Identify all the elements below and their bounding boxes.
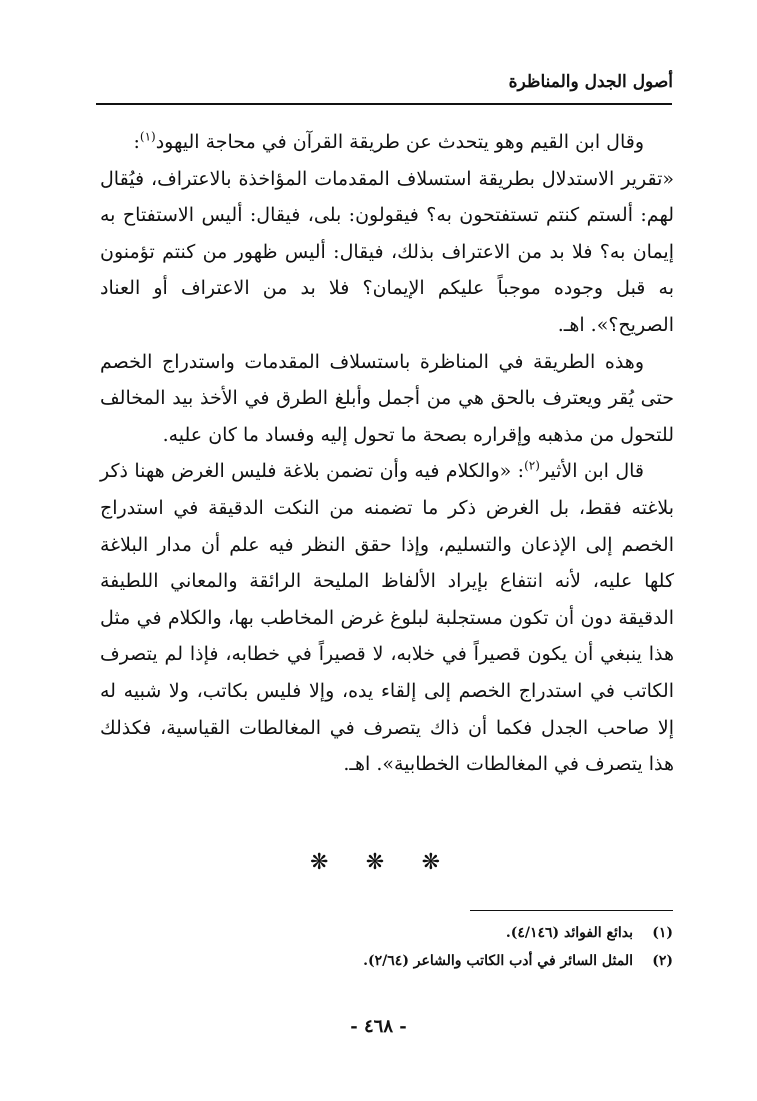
footnote-ref-2: (٢) (524, 459, 540, 474)
paragraph-1-text: وقال ابن القيم وهو يتحدث عن طريقة القرآن في محاجة اليهود (155, 131, 644, 153)
footnote-ref-1: (١) (139, 129, 156, 144)
paragraph-4-lead: قال ابن الأثير (539, 460, 644, 483)
running-title: أصول الجدل والمناظرة (508, 72, 673, 92)
paragraph-4-text: : «والكلام فيه وأن تضمن بلاغة فليس الغرض ههنا ذكر بلاغته فقط، بل الغرض ذكر ما تضمنه من النكت الدقيقة في استدراج الخصم إلى الإذعان والتسليم، وإذا حقق النظر فيه علم أن مدار البلاغة كلها عليه، لأنه انتفاع بإيراد الألفاظ المليحة الرائقة والمعاني اللطيفة الدقيقة دون أن تكون مستجلبة لبلوغ غرض المخاطب بها، والكلام في مثل هذا ينبغي أن يكون قصيراً في خلابه، لا قصيراً في خطابه، فإذا لم يتصرف الكاتب في استدراج الخصم إلى إلقاء يده، وإلا فليس بكاتب، ولا شبيه له إلا صاحب الجدل فكما أن ذاك يتصرف في المغالطات القياسية، فكذلك هذا يتصرف في المغالطات الخطابية». اهـ. (100, 460, 674, 776)
separator-star-icon: ❋ (365, 850, 385, 875)
paragraph-1 (100, 124, 674, 161)
footnote-rule (470, 910, 673, 911)
footnotes (113, 919, 673, 975)
footnote-1-number: (١) (652, 925, 673, 941)
footnote-2-text: المثل السائر في أدب الكاتب والشاعر (٢/٦٤). (363, 953, 633, 969)
paragraph-2-quote: «تقرير الاستدلال بطريقة استسلاف المقدمات المؤاخذة بالاعتراف، فيُقال لهم: ألستم كنتم تستفتحون به؟ فيقولون: بلى، فيقال: أليس الاستفتاح به إيمان به؟ فلا بد من الاعتراف بذلك، فيقال: أليس ظهور من كنتم تؤمنون به قبل وجوده موجباً عليكم الإيمان؟ فلا بد من الاعتراف أو العناد الصريح؟». اهـ. (100, 167, 674, 336)
section-separator (310, 850, 440, 875)
paragraph-1-tail: : (133, 131, 140, 153)
main-text (100, 124, 674, 783)
header-rule (96, 103, 672, 105)
footnote-2-number: (٢) (652, 953, 673, 969)
paragraph-4 (100, 453, 674, 782)
page-number: - ٤٦٨ - (350, 1016, 407, 1037)
footnote-1 (113, 919, 673, 947)
paragraph-3: وهذه الطريقة في المناظرة باستسلاف المقدمات واستدراج الخصم حتى يُقر ويعترف بالحق هي من أجمل وأبلغ الطرق في الأخذ بيد المخالف للتحول من مذهبه وإقراره بصحة ما تحول إليه وفساد ما كان عليه. (100, 350, 674, 446)
separator-star-icon: ❋ (421, 850, 440, 875)
footnote-1-text: بدائع الفوائد (٤/١٤٦). (505, 925, 633, 941)
footnote-2 (113, 947, 673, 975)
separator-star-icon: ❋ (310, 850, 329, 875)
